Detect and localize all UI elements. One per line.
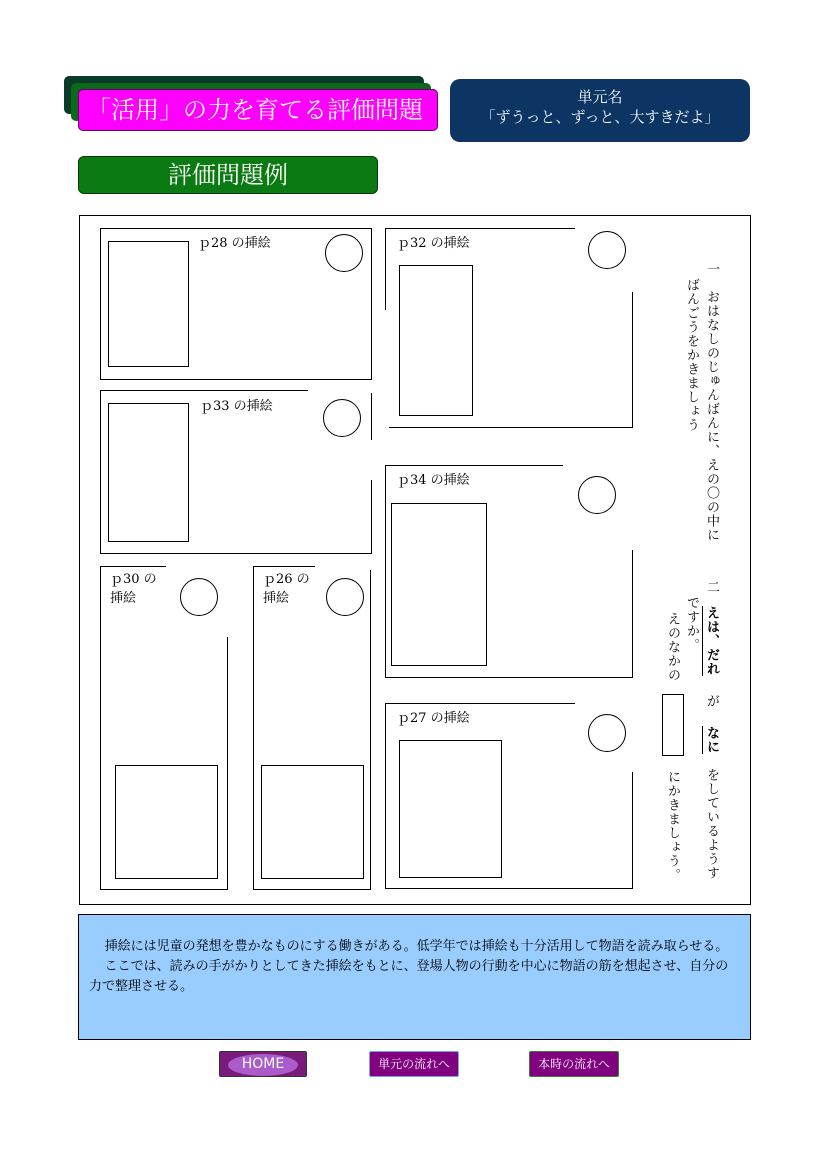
- illustration-placeholder: [399, 265, 473, 416]
- home-button[interactable]: HOME: [219, 1051, 307, 1077]
- note-paragraph: 挿絵には児童の発想を豊かなものにする働きがある。低学年では挿絵も十分活用して物語を読み取らせる。: [104, 939, 729, 954]
- panel-caption: ｐ26 の 挿絵: [263, 572, 310, 606]
- illustration-placeholder: [391, 503, 487, 666]
- unit-name-box: [450, 79, 750, 142]
- illustration-placeholder: [399, 740, 502, 878]
- page-title: 「活用」の力を育てる評価問題: [78, 89, 438, 131]
- question-1-line2: ばんごうをかきましょう: [684, 278, 699, 432]
- unit-label: 単元名: [577, 88, 623, 106]
- number-circle[interactable]: [326, 578, 364, 616]
- illustration-placeholder: [261, 765, 364, 879]
- illustration-placeholder: [115, 765, 218, 879]
- number-circle[interactable]: [323, 399, 361, 437]
- question-2: 二えは、だれがなにをしているようす: [704, 580, 719, 880]
- panel-caption: ｐ33 の挿絵: [200, 395, 273, 414]
- unit-flow-button[interactable]: 単元の流れへ: [369, 1051, 459, 1077]
- question-1: 一おはなしのじゅんばんに、えの〇の中に: [704, 262, 719, 542]
- panel-caption: ｐ30 の 挿絵: [110, 572, 157, 606]
- section-title: 評価問題例: [78, 156, 378, 194]
- panel-caption: ｐ27 の挿絵: [397, 707, 470, 726]
- number-circle[interactable]: [578, 476, 616, 514]
- illustration-placeholder: [108, 403, 189, 542]
- unit-name: 「ずうっと、ずっと、大すきだよ」: [480, 108, 720, 126]
- illustration-placeholder: [108, 241, 189, 367]
- note-paragraph: ここでは、読みの手がかりとしてきた挿絵をもとに、登場人物の行動を中心に物語の筋を想起させ、自分の力で整理させる。: [89, 959, 729, 994]
- number-circle[interactable]: [588, 231, 626, 269]
- panel-caption: ｐ32 の挿絵: [397, 232, 470, 251]
- lesson-flow-button[interactable]: 本時の流れへ: [529, 1051, 619, 1077]
- question-2-line3b: にかきましょう。: [665, 770, 680, 882]
- question-2-line3a: えのなかの: [665, 612, 680, 682]
- number-circle[interactable]: [325, 234, 363, 272]
- number-circle[interactable]: [588, 714, 626, 752]
- teacher-note: [78, 914, 751, 1040]
- panel-caption: ｐ28 の挿絵: [198, 232, 271, 251]
- panel-caption: ｐ34 の挿絵: [397, 469, 470, 488]
- answer-box[interactable]: [662, 694, 684, 756]
- number-circle[interactable]: [180, 578, 218, 616]
- question-2-line2: ですか。: [684, 596, 699, 652]
